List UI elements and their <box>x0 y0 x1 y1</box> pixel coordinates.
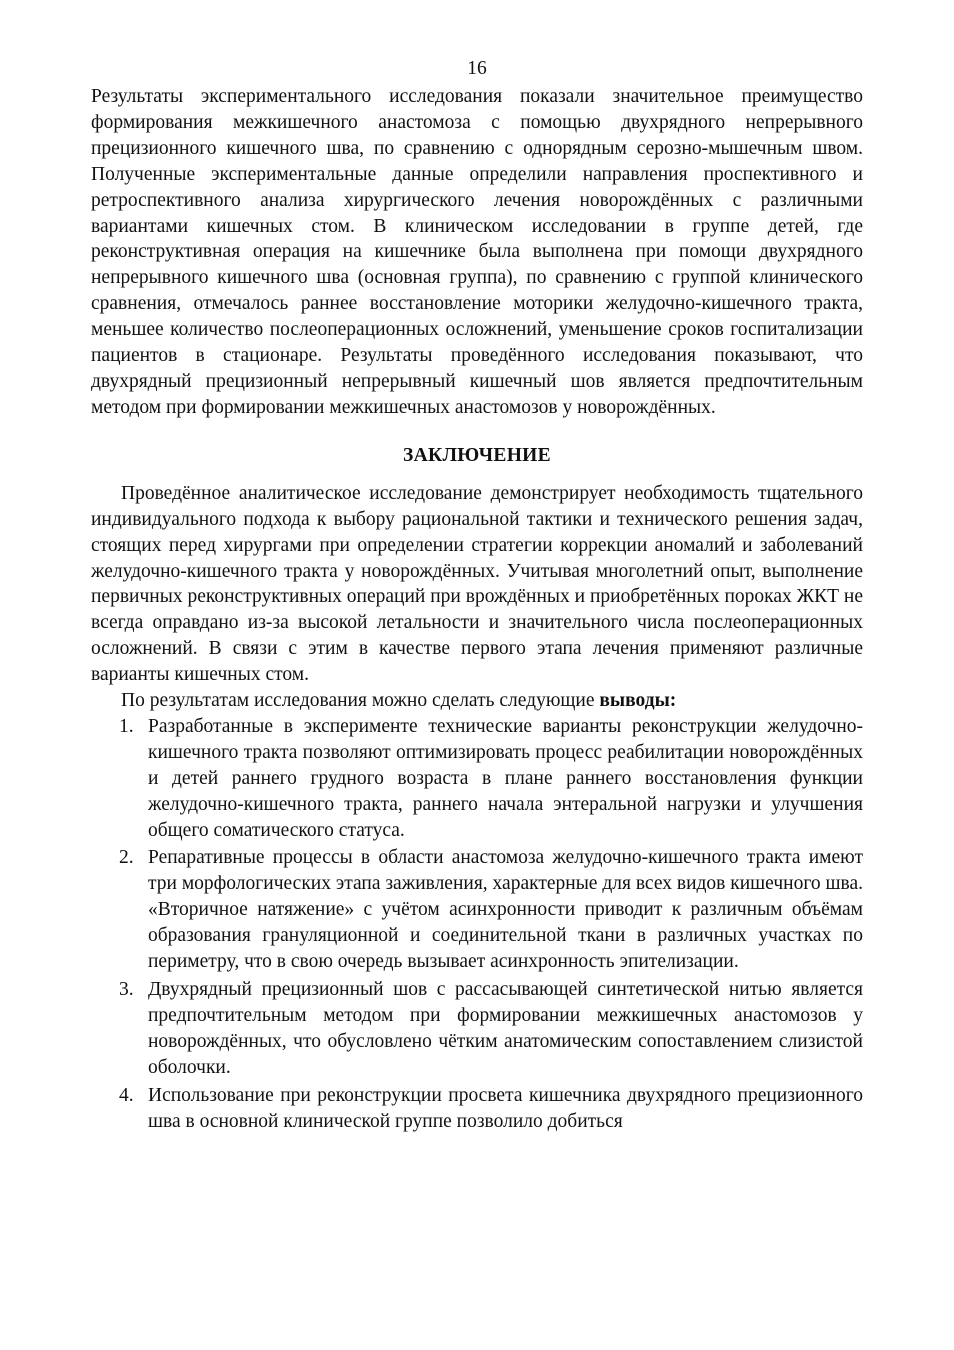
finding-item <box>91 1083 863 1135</box>
findings-list <box>91 714 863 1135</box>
findings-intro <box>91 688 863 714</box>
finding-item <box>91 845 863 975</box>
findings-intro-text: По результатам исследования можно сделать следующие <box>121 690 595 712</box>
finding-text: Репаративные процессы в области анастомоза желудочно-кишечного тракта имеют три морфологических этапа заживления, характерные для всех видов кишечного шва. «Вторичное натяжение» с учётом асинхронности приводит к различным объёмам образования грануляционной и соединительной ткани в различных участках по периметру, что в свою очередь вызывает асинхронность эпителизации. <box>148 847 863 973</box>
finding-text: Использование при реконструкции просвета кишечника двухрядного прецизионного шва в основной клинической группе позволило добиться <box>148 1084 863 1132</box>
page-number: 16 <box>467 58 487 79</box>
finding-text: Разработанные в эксперименте технические варианты реконструкции желудочно-кишечного тракта позволяют оптимизировать процесс реабилитации новорождённых и детей раннего грудного возраста в плане раннего восстановления функции желудочно-кишечного тракта, раннего начала энтеральной нагрузки и улучшения общего соматического статуса. <box>148 715 863 841</box>
finding-number: 1. <box>119 715 134 737</box>
finding-number: 2. <box>119 847 134 869</box>
conclusion-paragraph: Проведённое аналитическое исследование демонстрирует необходимость тщательного индивидуального подхода к выбору рациональной тактики и технического решения задач, стоящих перед хирургами при определении стратегии коррекции аномалий и заболеваний желудочно-кишечного тракта у новорождённых. Учитывая многолетний опыт, выполнение первичных реконструктивных операций при врождённых и приобретённых пороках ЖКТ не всегда оправдано из-за высокой летальности и значительного числа послеоперационных осложнений. В связи с этим в качестве первого этапа лечения применяют различные варианты кишечных стом. <box>91 482 863 686</box>
finding-item <box>91 714 863 844</box>
finding-item <box>91 977 863 1081</box>
finding-number: 3. <box>119 979 134 1000</box>
findings-intro-bold: выводы: <box>599 690 677 712</box>
conclusion-heading: ЗАКЛЮЧЕНИЕ <box>403 444 551 466</box>
finding-text: Двухрядный прецизионный шов с рассасывающей синтетической нитью является предпочтительным методом при формировании межкишечных анастомозов у новорождённых, что обусловлено чётким анатомическим сопоставлением слизистой оболочки. <box>148 979 863 1078</box>
finding-number: 4. <box>119 1084 134 1106</box>
results-paragraph: Результаты экспериментального исследования показали значительное преимущество формирования межкишечного анастомоза с помощью двухрядного непрерывного прецизионного кишечного шва, по сравнению с однорядным серозно-мышечным швом. Полученные экспериментальные данные определили направления проспективного и ретроспективного анализа хирургического лечения новорождённых с различными вариантами кишечных стом. В клиническом исследовании в группе детей, где реконструктивная операция на кишечнике была выполнена при помощи двухрядного непрерывного кишечного шва (основная группа), по сравнению с группой клинического сравнения, отмечалось раннее восстановление моторики желудочно-кишечного тракта, меньшее количество послеоперационных осложнений, уменьшение сроков госпитализации пациентов в стационаре. Результаты проведённого исследования показывают, что двухрядный прецизионный непрерывный кишечный шов является предпочтительным методом при формировании межкишечных анастомозов у новорождённых. <box>91 86 863 418</box>
